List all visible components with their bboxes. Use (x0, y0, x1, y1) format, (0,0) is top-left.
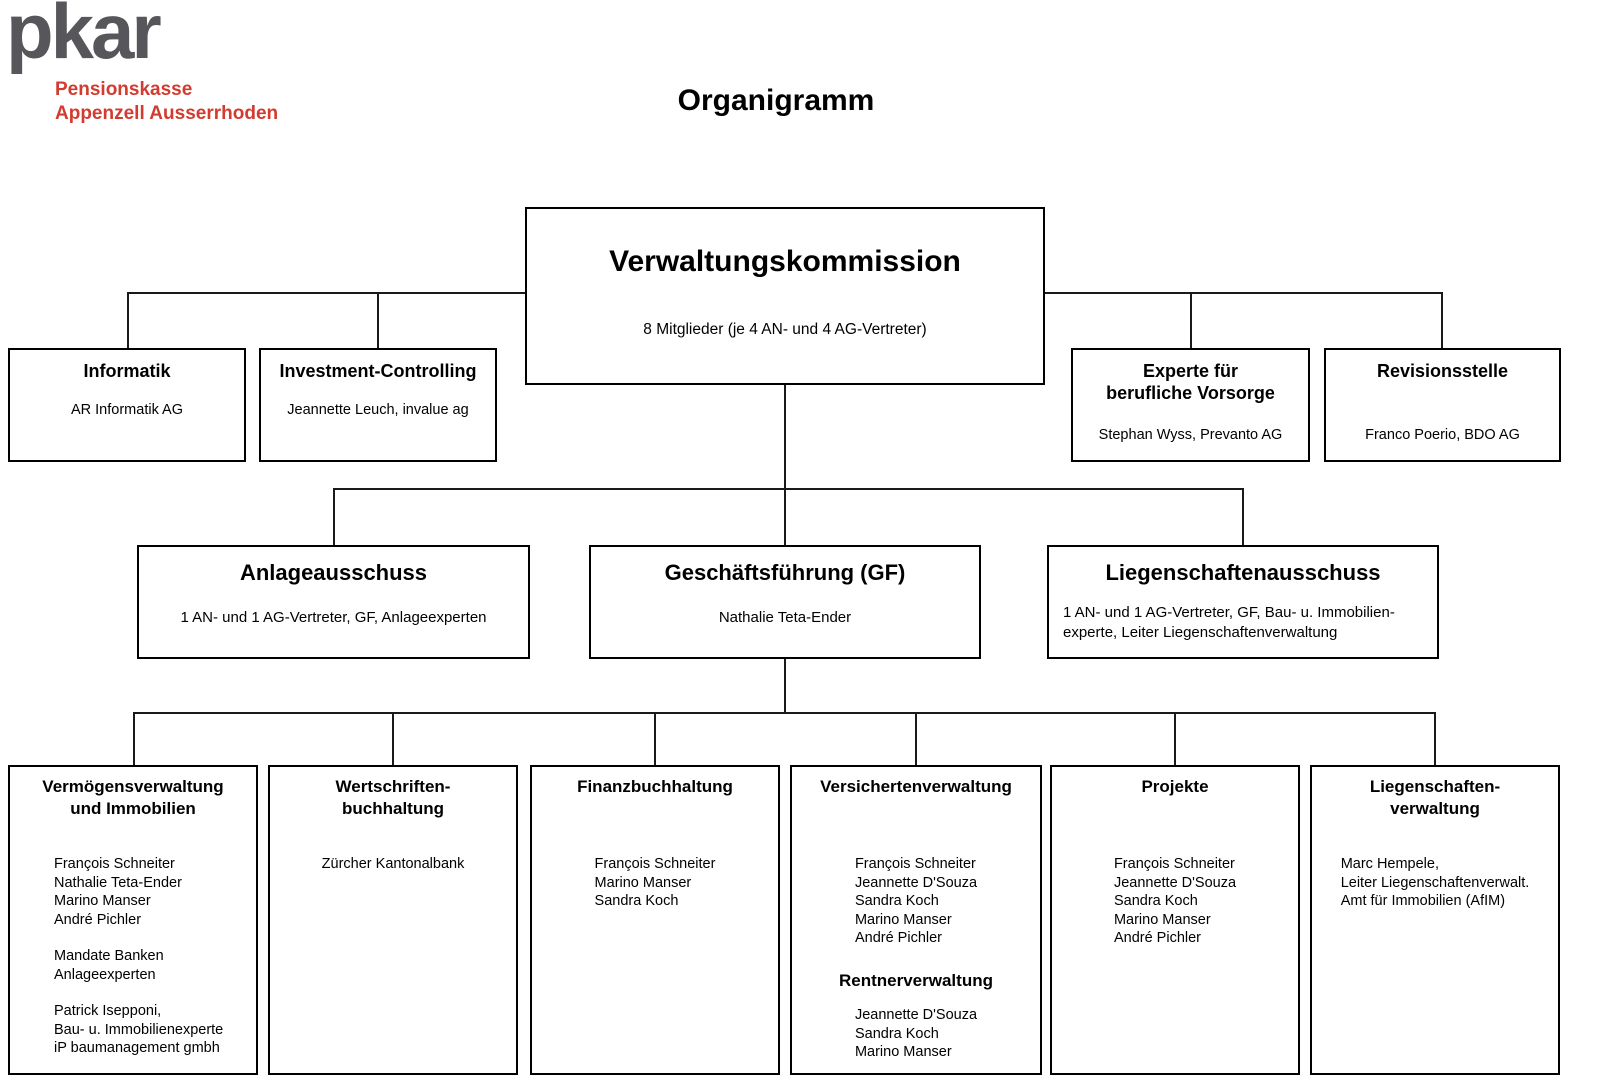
node-title (270, 767, 516, 820)
node-title (1073, 350, 1308, 404)
member-list (1114, 855, 1236, 948)
text-line: berufliche Vorsorge (1106, 383, 1275, 403)
text-line: Liegenschaften- (1369, 777, 1501, 796)
node-body (792, 855, 1040, 1062)
connector-experte-v (1190, 292, 1192, 348)
connector-gf-down-v (784, 659, 786, 712)
member-list (1341, 855, 1530, 911)
text-line: André Pichler (1113, 930, 1201, 946)
node-title: Anlageausschuss (239, 560, 428, 585)
text-line: Leiter Liegenschaftenverwalt. (1340, 874, 1530, 891)
node-geschaeftsfuehrung (589, 545, 981, 659)
node-body (532, 855, 778, 911)
text-line: Experte für (1142, 361, 1239, 381)
member-list (855, 855, 977, 948)
text-line: Sandra Koch (594, 893, 679, 909)
text-line: Marino Manser (594, 874, 692, 891)
text-line: François Schneiter (1113, 856, 1235, 872)
text-line: Appenzell Ausserrhoden (55, 103, 279, 124)
text-line: 1 AN- und 1 AG-Vertreter, GF, Bau- u. Immobilien- (1063, 604, 1395, 621)
node-projekte (1050, 765, 1300, 1075)
node-title: Informatik (83, 361, 171, 381)
node-title: Geschäftsführung (GF) (664, 560, 906, 585)
node-title: Versichertenverwaltung (820, 777, 1012, 796)
text-line: Bau- u. Immobilienexperte (54, 1021, 224, 1038)
node-title: Finanzbuchhaltung (577, 777, 733, 796)
connector-b1-v (133, 712, 135, 765)
text-line: Jeannette D'Souza (854, 874, 978, 891)
text-line: Marino Manser (1113, 911, 1211, 928)
text-line: Pensionskasse (55, 79, 193, 100)
text-line: Sandra Koch (854, 893, 939, 909)
text-line: André Pichler (854, 930, 942, 946)
node-vermoegensverwaltung-und-immobilien (8, 765, 258, 1075)
connector-vk-gf-v (784, 385, 786, 545)
connector-b2-v (392, 712, 394, 765)
node-revisionsstelle (1324, 348, 1561, 462)
subsection-title: Rentnerverwaltung (839, 970, 993, 990)
node-subtitle: Jeannette Leuch, invalue ag (287, 402, 469, 418)
member-list (54, 947, 164, 984)
node-informatik (8, 348, 246, 462)
node-title: Revisionsstelle (1376, 361, 1509, 381)
node-title (1312, 767, 1558, 820)
connector-top-left-h (127, 292, 525, 294)
text-line: Patrick Isepponi, (54, 1003, 162, 1019)
connector-bottom-h (133, 712, 1435, 714)
member-list (595, 855, 716, 911)
text-line: Vermögensverwaltung (42, 777, 224, 796)
text-line: Sandra Koch (854, 1025, 939, 1042)
node-liegenschaftenausschuss (1047, 545, 1439, 659)
node-liegenschaftenverwaltung (1310, 765, 1560, 1075)
text-line: Marino Manser (854, 911, 952, 928)
connector-b4-v (915, 712, 917, 765)
text-line: Marino Manser (54, 893, 151, 909)
node-title: Investment-Controlling (279, 361, 477, 381)
text-line: verwaltung (1390, 799, 1480, 818)
connector-revision-v (1441, 292, 1443, 348)
node-title: Verwaltungskommission (609, 245, 961, 278)
text-line: Marino Manser (854, 1044, 952, 1060)
member-list (855, 1006, 977, 1062)
node-body (1312, 855, 1558, 911)
node-anlageausschuss (137, 545, 530, 659)
node-body (10, 855, 256, 1058)
node-wertschriftenbuchhaltung (268, 765, 518, 1075)
node-verwaltungskommission (525, 207, 1045, 385)
text-line: François Schneiter (54, 856, 175, 872)
text-line: Marc Hempele, (1340, 856, 1439, 872)
text-line: Nathalie Teta-Ender (54, 874, 182, 891)
node-subtitle: 8 Mitglieder (je 4 AN- und 4 AG-Vertreter) (643, 321, 927, 338)
text-line: Sandra Koch (1113, 893, 1198, 909)
connector-mid-h (333, 488, 1243, 490)
connector-anlage-v (333, 488, 335, 545)
node-subtitle: Nathalie Teta-Ender (718, 609, 852, 626)
connector-b3-v (654, 712, 656, 765)
node-subtitle: Franco Poerio, BDO AG (1365, 427, 1520, 443)
connector-b5-v (1174, 712, 1176, 765)
node-subtitle: 1 AN- und 1 AG-Vertreter, GF, Anlageexperten (180, 609, 487, 626)
text-line: André Pichler (54, 911, 142, 928)
node-title: Projekte (1141, 777, 1209, 796)
node-subtitle (1049, 603, 1437, 643)
node-subtitle: Stephan Wyss, Prevanto AG (1098, 427, 1283, 443)
text-line: Anlageexperten (54, 966, 156, 983)
node-title (10, 767, 256, 820)
text-line: Wertschriften- (335, 777, 451, 796)
connector-top-right-h (1043, 292, 1443, 294)
member-list (54, 855, 182, 929)
member-list (54, 1002, 223, 1058)
node-subtitle: Zürcher Kantonalbank (321, 856, 465, 872)
node-experte-berufliche-vorsorge (1071, 348, 1310, 462)
text-line: Jeannette D'Souza (1113, 874, 1237, 891)
connector-ic-v (377, 292, 379, 348)
text-line: François Schneiter (594, 856, 716, 872)
text-line: buchhaltung (342, 799, 444, 818)
pkar-logo: pkar (6, 0, 159, 75)
text-line: François Schneiter (854, 856, 976, 872)
node-body (1052, 855, 1298, 948)
page-title: Organigramm (677, 84, 875, 117)
node-investment-controlling (259, 348, 497, 462)
text-line: Amt für Immobilien (AfIM) (1340, 893, 1506, 909)
text-line: experte, Leiter Liegenschaftenverwaltung (1063, 624, 1338, 641)
text-line: Mandate Banken (54, 948, 164, 964)
node-body (270, 855, 516, 874)
node-versichertenverwaltung (790, 765, 1042, 1075)
text-line: Jeannette D'Souza (854, 1007, 978, 1023)
connector-b6-v (1434, 712, 1436, 765)
node-finanzbuchhaltung (530, 765, 780, 1075)
connector-informatik-v (127, 292, 129, 348)
text-line: und Immobilien (70, 799, 196, 818)
connector-liegaus-v (1242, 488, 1244, 545)
node-subtitle: AR Informatik AG (70, 402, 183, 418)
text-line: iP baumanagement gmbh (54, 1040, 220, 1056)
node-title: Liegenschaftenausschuss (1105, 560, 1381, 585)
